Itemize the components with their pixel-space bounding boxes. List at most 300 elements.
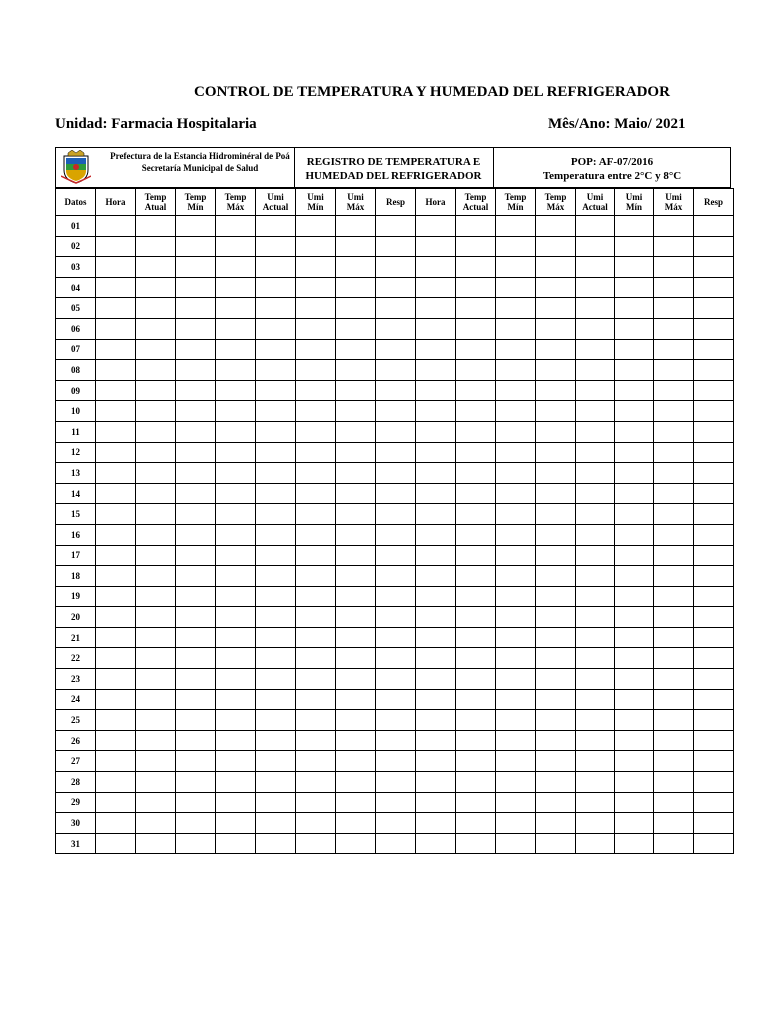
entry-cell[interactable] <box>615 401 654 422</box>
entry-cell[interactable] <box>296 669 336 690</box>
entry-cell[interactable] <box>694 298 734 319</box>
entry-cell[interactable] <box>615 669 654 690</box>
entry-cell[interactable] <box>376 360 416 381</box>
entry-cell[interactable] <box>176 257 216 278</box>
entry-cell[interactable] <box>576 710 615 731</box>
entry-cell[interactable] <box>615 298 654 319</box>
entry-cell[interactable] <box>615 813 654 834</box>
entry-cell[interactable] <box>176 524 216 545</box>
entry-cell[interactable] <box>456 607 496 628</box>
entry-cell[interactable] <box>136 339 176 360</box>
entry-cell[interactable] <box>416 257 456 278</box>
entry-cell[interactable] <box>456 813 496 834</box>
entry-cell[interactable] <box>536 277 576 298</box>
entry-cell[interactable] <box>336 216 376 237</box>
entry-cell[interactable] <box>456 298 496 319</box>
entry-cell[interactable] <box>456 360 496 381</box>
entry-cell[interactable] <box>336 586 376 607</box>
entry-cell[interactable] <box>296 545 336 566</box>
entry-cell[interactable] <box>615 360 654 381</box>
entry-cell[interactable] <box>456 730 496 751</box>
entry-cell[interactable] <box>576 463 615 484</box>
entry-cell[interactable] <box>654 566 694 587</box>
entry-cell[interactable] <box>256 401 296 422</box>
entry-cell[interactable] <box>416 669 456 690</box>
entry-cell[interactable] <box>536 339 576 360</box>
entry-cell[interactable] <box>694 751 734 772</box>
entry-cell[interactable] <box>654 627 694 648</box>
entry-cell[interactable] <box>536 380 576 401</box>
entry-cell[interactable] <box>615 545 654 566</box>
entry-cell[interactable] <box>96 483 136 504</box>
entry-cell[interactable] <box>576 648 615 669</box>
entry-cell[interactable] <box>456 257 496 278</box>
entry-cell[interactable] <box>456 566 496 587</box>
entry-cell[interactable] <box>654 380 694 401</box>
entry-cell[interactable] <box>96 730 136 751</box>
entry-cell[interactable] <box>456 545 496 566</box>
entry-cell[interactable] <box>576 524 615 545</box>
entry-cell[interactable] <box>96 813 136 834</box>
entry-cell[interactable] <box>336 360 376 381</box>
entry-cell[interactable] <box>456 772 496 793</box>
entry-cell[interactable] <box>654 216 694 237</box>
entry-cell[interactable] <box>216 257 256 278</box>
entry-cell[interactable] <box>496 421 536 442</box>
entry-cell[interactable] <box>536 607 576 628</box>
entry-cell[interactable] <box>496 792 536 813</box>
entry-cell[interactable] <box>694 607 734 628</box>
entry-cell[interactable] <box>96 318 136 339</box>
entry-cell[interactable] <box>296 751 336 772</box>
entry-cell[interactable] <box>376 339 416 360</box>
entry-cell[interactable] <box>336 463 376 484</box>
entry-cell[interactable] <box>694 648 734 669</box>
entry-cell[interactable] <box>176 833 216 854</box>
entry-cell[interactable] <box>536 833 576 854</box>
entry-cell[interactable] <box>576 586 615 607</box>
entry-cell[interactable] <box>336 401 376 422</box>
entry-cell[interactable] <box>694 463 734 484</box>
entry-cell[interactable] <box>615 792 654 813</box>
entry-cell[interactable] <box>176 298 216 319</box>
entry-cell[interactable] <box>336 669 376 690</box>
entry-cell[interactable] <box>576 627 615 648</box>
entry-cell[interactable] <box>376 504 416 525</box>
entry-cell[interactable] <box>296 648 336 669</box>
entry-cell[interactable] <box>694 524 734 545</box>
entry-cell[interactable] <box>176 669 216 690</box>
entry-cell[interactable] <box>654 504 694 525</box>
entry-cell[interactable] <box>536 504 576 525</box>
entry-cell[interactable] <box>376 792 416 813</box>
entry-cell[interactable] <box>256 607 296 628</box>
entry-cell[interactable] <box>216 586 256 607</box>
entry-cell[interactable] <box>694 627 734 648</box>
entry-cell[interactable] <box>256 318 296 339</box>
entry-cell[interactable] <box>694 545 734 566</box>
entry-cell[interactable] <box>456 751 496 772</box>
entry-cell[interactable] <box>536 648 576 669</box>
entry-cell[interactable] <box>296 792 336 813</box>
entry-cell[interactable] <box>416 710 456 731</box>
entry-cell[interactable] <box>376 277 416 298</box>
entry-cell[interactable] <box>216 566 256 587</box>
entry-cell[interactable] <box>216 401 256 422</box>
entry-cell[interactable] <box>576 442 615 463</box>
entry-cell[interactable] <box>416 318 456 339</box>
entry-cell[interactable] <box>694 504 734 525</box>
entry-cell[interactable] <box>176 318 216 339</box>
entry-cell[interactable] <box>615 339 654 360</box>
entry-cell[interactable] <box>654 401 694 422</box>
entry-cell[interactable] <box>136 442 176 463</box>
entry-cell[interactable] <box>336 236 376 257</box>
entry-cell[interactable] <box>416 772 456 793</box>
entry-cell[interactable] <box>336 833 376 854</box>
entry-cell[interactable] <box>96 524 136 545</box>
entry-cell[interactable] <box>615 504 654 525</box>
entry-cell[interactable] <box>654 483 694 504</box>
entry-cell[interactable] <box>654 607 694 628</box>
entry-cell[interactable] <box>216 277 256 298</box>
entry-cell[interactable] <box>576 277 615 298</box>
entry-cell[interactable] <box>615 483 654 504</box>
entry-cell[interactable] <box>576 689 615 710</box>
entry-cell[interactable] <box>336 257 376 278</box>
entry-cell[interactable] <box>416 504 456 525</box>
entry-cell[interactable] <box>376 483 416 504</box>
entry-cell[interactable] <box>376 751 416 772</box>
entry-cell[interactable] <box>654 813 694 834</box>
entry-cell[interactable] <box>296 730 336 751</box>
entry-cell[interactable] <box>654 545 694 566</box>
entry-cell[interactable] <box>615 216 654 237</box>
entry-cell[interactable] <box>536 710 576 731</box>
entry-cell[interactable] <box>296 442 336 463</box>
entry-cell[interactable] <box>694 792 734 813</box>
entry-cell[interactable] <box>256 339 296 360</box>
entry-cell[interactable] <box>176 442 216 463</box>
entry-cell[interactable] <box>136 751 176 772</box>
entry-cell[interactable] <box>296 483 336 504</box>
entry-cell[interactable] <box>296 772 336 793</box>
entry-cell[interactable] <box>536 216 576 237</box>
entry-cell[interactable] <box>615 833 654 854</box>
entry-cell[interactable] <box>576 669 615 690</box>
entry-cell[interactable] <box>416 833 456 854</box>
entry-cell[interactable] <box>654 792 694 813</box>
entry-cell[interactable] <box>376 772 416 793</box>
entry-cell[interactable] <box>456 689 496 710</box>
entry-cell[interactable] <box>216 833 256 854</box>
entry-cell[interactable] <box>136 833 176 854</box>
entry-cell[interactable] <box>376 401 416 422</box>
entry-cell[interactable] <box>256 813 296 834</box>
entry-cell[interactable] <box>536 463 576 484</box>
entry-cell[interactable] <box>136 483 176 504</box>
entry-cell[interactable] <box>256 257 296 278</box>
entry-cell[interactable] <box>694 772 734 793</box>
entry-cell[interactable] <box>694 566 734 587</box>
entry-cell[interactable] <box>654 833 694 854</box>
entry-cell[interactable] <box>496 689 536 710</box>
entry-cell[interactable] <box>615 607 654 628</box>
entry-cell[interactable] <box>496 504 536 525</box>
entry-cell[interactable] <box>456 483 496 504</box>
entry-cell[interactable] <box>456 401 496 422</box>
entry-cell[interactable] <box>376 648 416 669</box>
entry-cell[interactable] <box>615 689 654 710</box>
entry-cell[interactable] <box>136 360 176 381</box>
entry-cell[interactable] <box>576 339 615 360</box>
entry-cell[interactable] <box>176 380 216 401</box>
entry-cell[interactable] <box>216 504 256 525</box>
entry-cell[interactable] <box>216 339 256 360</box>
entry-cell[interactable] <box>136 730 176 751</box>
entry-cell[interactable] <box>176 710 216 731</box>
entry-cell[interactable] <box>336 730 376 751</box>
entry-cell[interactable] <box>654 360 694 381</box>
entry-cell[interactable] <box>216 545 256 566</box>
entry-cell[interactable] <box>216 298 256 319</box>
entry-cell[interactable] <box>176 648 216 669</box>
entry-cell[interactable] <box>576 504 615 525</box>
entry-cell[interactable] <box>256 730 296 751</box>
entry-cell[interactable] <box>694 216 734 237</box>
entry-cell[interactable] <box>256 669 296 690</box>
entry-cell[interactable] <box>176 586 216 607</box>
entry-cell[interactable] <box>694 257 734 278</box>
entry-cell[interactable] <box>176 627 216 648</box>
entry-cell[interactable] <box>136 216 176 237</box>
entry-cell[interactable] <box>96 710 136 731</box>
entry-cell[interactable] <box>96 627 136 648</box>
entry-cell[interactable] <box>296 277 336 298</box>
entry-cell[interactable] <box>296 607 336 628</box>
entry-cell[interactable] <box>694 586 734 607</box>
entry-cell[interactable] <box>136 710 176 731</box>
entry-cell[interactable] <box>336 813 376 834</box>
entry-cell[interactable] <box>376 463 416 484</box>
entry-cell[interactable] <box>296 236 336 257</box>
entry-cell[interactable] <box>96 545 136 566</box>
entry-cell[interactable] <box>96 689 136 710</box>
entry-cell[interactable] <box>615 710 654 731</box>
entry-cell[interactable] <box>256 710 296 731</box>
entry-cell[interactable] <box>416 380 456 401</box>
entry-cell[interactable] <box>256 627 296 648</box>
entry-cell[interactable] <box>296 463 336 484</box>
entry-cell[interactable] <box>216 442 256 463</box>
entry-cell[interactable] <box>336 566 376 587</box>
entry-cell[interactable] <box>136 463 176 484</box>
entry-cell[interactable] <box>136 257 176 278</box>
entry-cell[interactable] <box>654 442 694 463</box>
entry-cell[interactable] <box>96 504 136 525</box>
entry-cell[interactable] <box>176 751 216 772</box>
entry-cell[interactable] <box>336 298 376 319</box>
entry-cell[interactable] <box>416 277 456 298</box>
entry-cell[interactable] <box>296 504 336 525</box>
entry-cell[interactable] <box>576 257 615 278</box>
entry-cell[interactable] <box>256 545 296 566</box>
entry-cell[interactable] <box>654 730 694 751</box>
entry-cell[interactable] <box>496 442 536 463</box>
entry-cell[interactable] <box>376 566 416 587</box>
entry-cell[interactable] <box>176 339 216 360</box>
entry-cell[interactable] <box>216 772 256 793</box>
entry-cell[interactable] <box>576 833 615 854</box>
entry-cell[interactable] <box>694 380 734 401</box>
entry-cell[interactable] <box>615 257 654 278</box>
entry-cell[interactable] <box>176 504 216 525</box>
entry-cell[interactable] <box>256 566 296 587</box>
entry-cell[interactable] <box>136 421 176 442</box>
entry-cell[interactable] <box>296 401 336 422</box>
entry-cell[interactable] <box>576 483 615 504</box>
entry-cell[interactable] <box>496 710 536 731</box>
entry-cell[interactable] <box>96 380 136 401</box>
entry-cell[interactable] <box>136 627 176 648</box>
entry-cell[interactable] <box>496 730 536 751</box>
entry-cell[interactable] <box>336 751 376 772</box>
entry-cell[interactable] <box>256 792 296 813</box>
entry-cell[interactable] <box>536 751 576 772</box>
entry-cell[interactable] <box>416 401 456 422</box>
entry-cell[interactable] <box>416 648 456 669</box>
entry-cell[interactable] <box>576 216 615 237</box>
entry-cell[interactable] <box>496 545 536 566</box>
entry-cell[interactable] <box>456 236 496 257</box>
entry-cell[interactable] <box>694 730 734 751</box>
entry-cell[interactable] <box>536 586 576 607</box>
entry-cell[interactable] <box>136 586 176 607</box>
entry-cell[interactable] <box>654 710 694 731</box>
entry-cell[interactable] <box>96 236 136 257</box>
entry-cell[interactable] <box>456 442 496 463</box>
entry-cell[interactable] <box>216 669 256 690</box>
entry-cell[interactable] <box>216 380 256 401</box>
entry-cell[interactable] <box>496 277 536 298</box>
entry-cell[interactable] <box>376 833 416 854</box>
entry-cell[interactable] <box>136 524 176 545</box>
entry-cell[interactable] <box>376 710 416 731</box>
entry-cell[interactable] <box>376 627 416 648</box>
entry-cell[interactable] <box>336 627 376 648</box>
entry-cell[interactable] <box>376 607 416 628</box>
entry-cell[interactable] <box>216 710 256 731</box>
entry-cell[interactable] <box>654 751 694 772</box>
entry-cell[interactable] <box>376 669 416 690</box>
entry-cell[interactable] <box>376 236 416 257</box>
entry-cell[interactable] <box>496 833 536 854</box>
entry-cell[interactable] <box>216 730 256 751</box>
entry-cell[interactable] <box>654 298 694 319</box>
entry-cell[interactable] <box>96 751 136 772</box>
entry-cell[interactable] <box>376 813 416 834</box>
entry-cell[interactable] <box>416 586 456 607</box>
entry-cell[interactable] <box>496 607 536 628</box>
entry-cell[interactable] <box>536 483 576 504</box>
entry-cell[interactable] <box>296 339 336 360</box>
entry-cell[interactable] <box>576 772 615 793</box>
entry-cell[interactable] <box>336 442 376 463</box>
entry-cell[interactable] <box>136 380 176 401</box>
entry-cell[interactable] <box>336 545 376 566</box>
entry-cell[interactable] <box>216 648 256 669</box>
entry-cell[interactable] <box>496 524 536 545</box>
entry-cell[interactable] <box>576 607 615 628</box>
entry-cell[interactable] <box>496 216 536 237</box>
entry-cell[interactable] <box>256 483 296 504</box>
entry-cell[interactable] <box>296 710 336 731</box>
entry-cell[interactable] <box>496 298 536 319</box>
entry-cell[interactable] <box>136 236 176 257</box>
entry-cell[interactable] <box>336 483 376 504</box>
entry-cell[interactable] <box>654 772 694 793</box>
entry-cell[interactable] <box>376 216 416 237</box>
entry-cell[interactable] <box>336 772 376 793</box>
entry-cell[interactable] <box>296 216 336 237</box>
entry-cell[interactable] <box>496 236 536 257</box>
entry-cell[interactable] <box>456 277 496 298</box>
entry-cell[interactable] <box>296 318 336 339</box>
entry-cell[interactable] <box>576 380 615 401</box>
entry-cell[interactable] <box>496 483 536 504</box>
entry-cell[interactable] <box>416 442 456 463</box>
entry-cell[interactable] <box>136 545 176 566</box>
entry-cell[interactable] <box>416 216 456 237</box>
entry-cell[interactable] <box>296 833 336 854</box>
entry-cell[interactable] <box>376 730 416 751</box>
entry-cell[interactable] <box>694 421 734 442</box>
entry-cell[interactable] <box>536 772 576 793</box>
entry-cell[interactable] <box>216 689 256 710</box>
entry-cell[interactable] <box>296 689 336 710</box>
entry-cell[interactable] <box>96 792 136 813</box>
entry-cell[interactable] <box>256 504 296 525</box>
entry-cell[interactable] <box>416 607 456 628</box>
entry-cell[interactable] <box>576 730 615 751</box>
entry-cell[interactable] <box>96 298 136 319</box>
entry-cell[interactable] <box>694 669 734 690</box>
entry-cell[interactable] <box>216 813 256 834</box>
entry-cell[interactable] <box>256 360 296 381</box>
entry-cell[interactable] <box>416 524 456 545</box>
entry-cell[interactable] <box>416 298 456 319</box>
entry-cell[interactable] <box>176 463 216 484</box>
entry-cell[interactable] <box>536 318 576 339</box>
entry-cell[interactable] <box>216 360 256 381</box>
entry-cell[interactable] <box>694 236 734 257</box>
entry-cell[interactable] <box>536 421 576 442</box>
entry-cell[interactable] <box>256 380 296 401</box>
entry-cell[interactable] <box>96 607 136 628</box>
entry-cell[interactable] <box>416 339 456 360</box>
entry-cell[interactable] <box>296 360 336 381</box>
entry-cell[interactable] <box>96 442 136 463</box>
entry-cell[interactable] <box>416 421 456 442</box>
entry-cell[interactable] <box>654 669 694 690</box>
entry-cell[interactable] <box>416 689 456 710</box>
entry-cell[interactable] <box>536 236 576 257</box>
entry-cell[interactable] <box>456 586 496 607</box>
entry-cell[interactable] <box>694 442 734 463</box>
entry-cell[interactable] <box>536 545 576 566</box>
entry-cell[interactable] <box>216 607 256 628</box>
entry-cell[interactable] <box>376 689 416 710</box>
